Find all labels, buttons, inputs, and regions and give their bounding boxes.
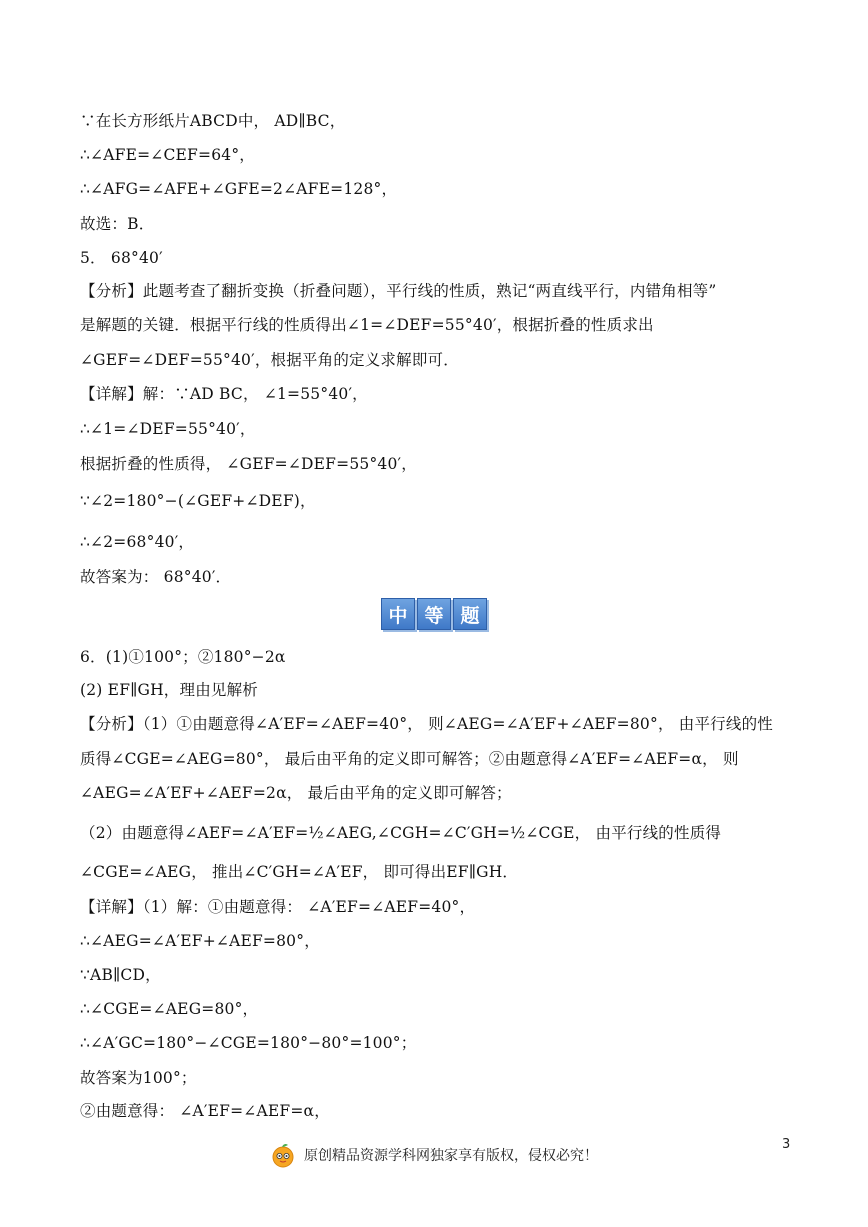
detail-5-line-5: ∴∠2=68°40′， [80, 533, 195, 551]
detail-6-line-1: 【详解】（1）解：①由题意得： ∠A′EF=∠AEF=40°， [80, 898, 476, 916]
detail-6-line-7: ②由题意得： ∠A′EF=∠AEF=α， [80, 1102, 330, 1120]
footer [0, 1140, 868, 1170]
analysis-6-line-4: （2）由题意得∠AEF=∠A′EF=½∠AEG,∠CGH=∠C′GH=½∠CGE， 由平行线的性质得 [80, 824, 722, 842]
orange-logo-icon [270, 1142, 296, 1168]
copyright-notice: 原创精品资源学科网独家享有版权，侵权必究！ [304, 1148, 598, 1164]
text-line-3: ∴∠AFG=∠AFE+∠GFE=2∠AFE=128°， [80, 180, 398, 198]
question-6-answer-1: 6．(1)①100°；②180°−2α [80, 648, 286, 666]
detail-6-line-3: ∵AB∥CD， [80, 966, 161, 984]
analysis-5-line-3: ∠GEF=∠DEF=55°40′，根据平角的定义求解即可． [80, 351, 459, 369]
question-5-answer: 5． 68°40′ [80, 249, 163, 267]
analysis-5-line-1: 【分析】此题考查了翻折变换（折叠问题），平行线的性质，熟记“两直线平行，内错角相等” [80, 282, 717, 300]
analysis-6-line-1: 【分析】（1）①由题意得∠A′EF=∠AEF=40°， 则∠AEG=∠A′EF+∠AEF=80°， 由平行线的性 [80, 715, 773, 733]
question-6-answer-2: (2) EF∥GH，理由见解析 [80, 681, 259, 699]
text-line-1: ∵在长方形纸片ABCD中， AD∥BC， [80, 112, 346, 130]
section-header-char: 中 [381, 598, 415, 630]
page-number: 3 [782, 1137, 791, 1152]
analysis-6-line-3: ∠AEG=∠A′EF+∠AEF=2α， 最后由平角的定义即可解答； [80, 784, 512, 802]
analysis-6-line-2: 质得∠CGE=∠AEG=80°， 最后由平角的定义即可解答；②由题意得∠A′EF=∠AEF=α， 则 [80, 750, 739, 768]
detail-6-line-4: ∴∠CGE=∠AEG=80°， [80, 1000, 259, 1018]
section-header-char: 题 [453, 598, 487, 630]
detail-5-line-6: 故答案为： 68°40′． [80, 568, 232, 586]
detail-6-line-6: 故答案为100°； [80, 1069, 197, 1087]
analysis-6-line-5: ∠CGE=∠AEG， 推出∠C′GH=∠A′EF， 即可得出EF∥GH． [80, 863, 519, 881]
section-header-medium [0, 598, 868, 630]
detail-5-line-3: 根据折叠的性质得， ∠GEF=∠DEF=55°40′， [80, 455, 417, 473]
detail-6-line-2: ∴∠AEG=∠A′EF+∠AEF=80°， [80, 932, 320, 950]
detail-5-line-1: 【详解】解：∵AD BC， ∠1=55°40′， [80, 385, 368, 403]
text-line-4: 故选：B． [80, 215, 155, 233]
text-line-2: ∴∠AFE=∠CEF=64°， [80, 146, 255, 164]
section-header-char: 等 [417, 598, 451, 630]
detail-5-line-4: ∵∠2=180°−(∠GEF+∠DEF)， [80, 492, 316, 510]
detail-5-line-2: ∴∠1=∠DEF=55°40′， [80, 420, 256, 438]
detail-6-line-5: ∴∠A′GC=180°−∠CGE=180°−80°=100°； [80, 1034, 417, 1052]
analysis-5-line-2: 是解题的关键．根据平行线的性质得出∠1=∠DEF=55°40′，根据折叠的性质求出 [80, 316, 654, 334]
